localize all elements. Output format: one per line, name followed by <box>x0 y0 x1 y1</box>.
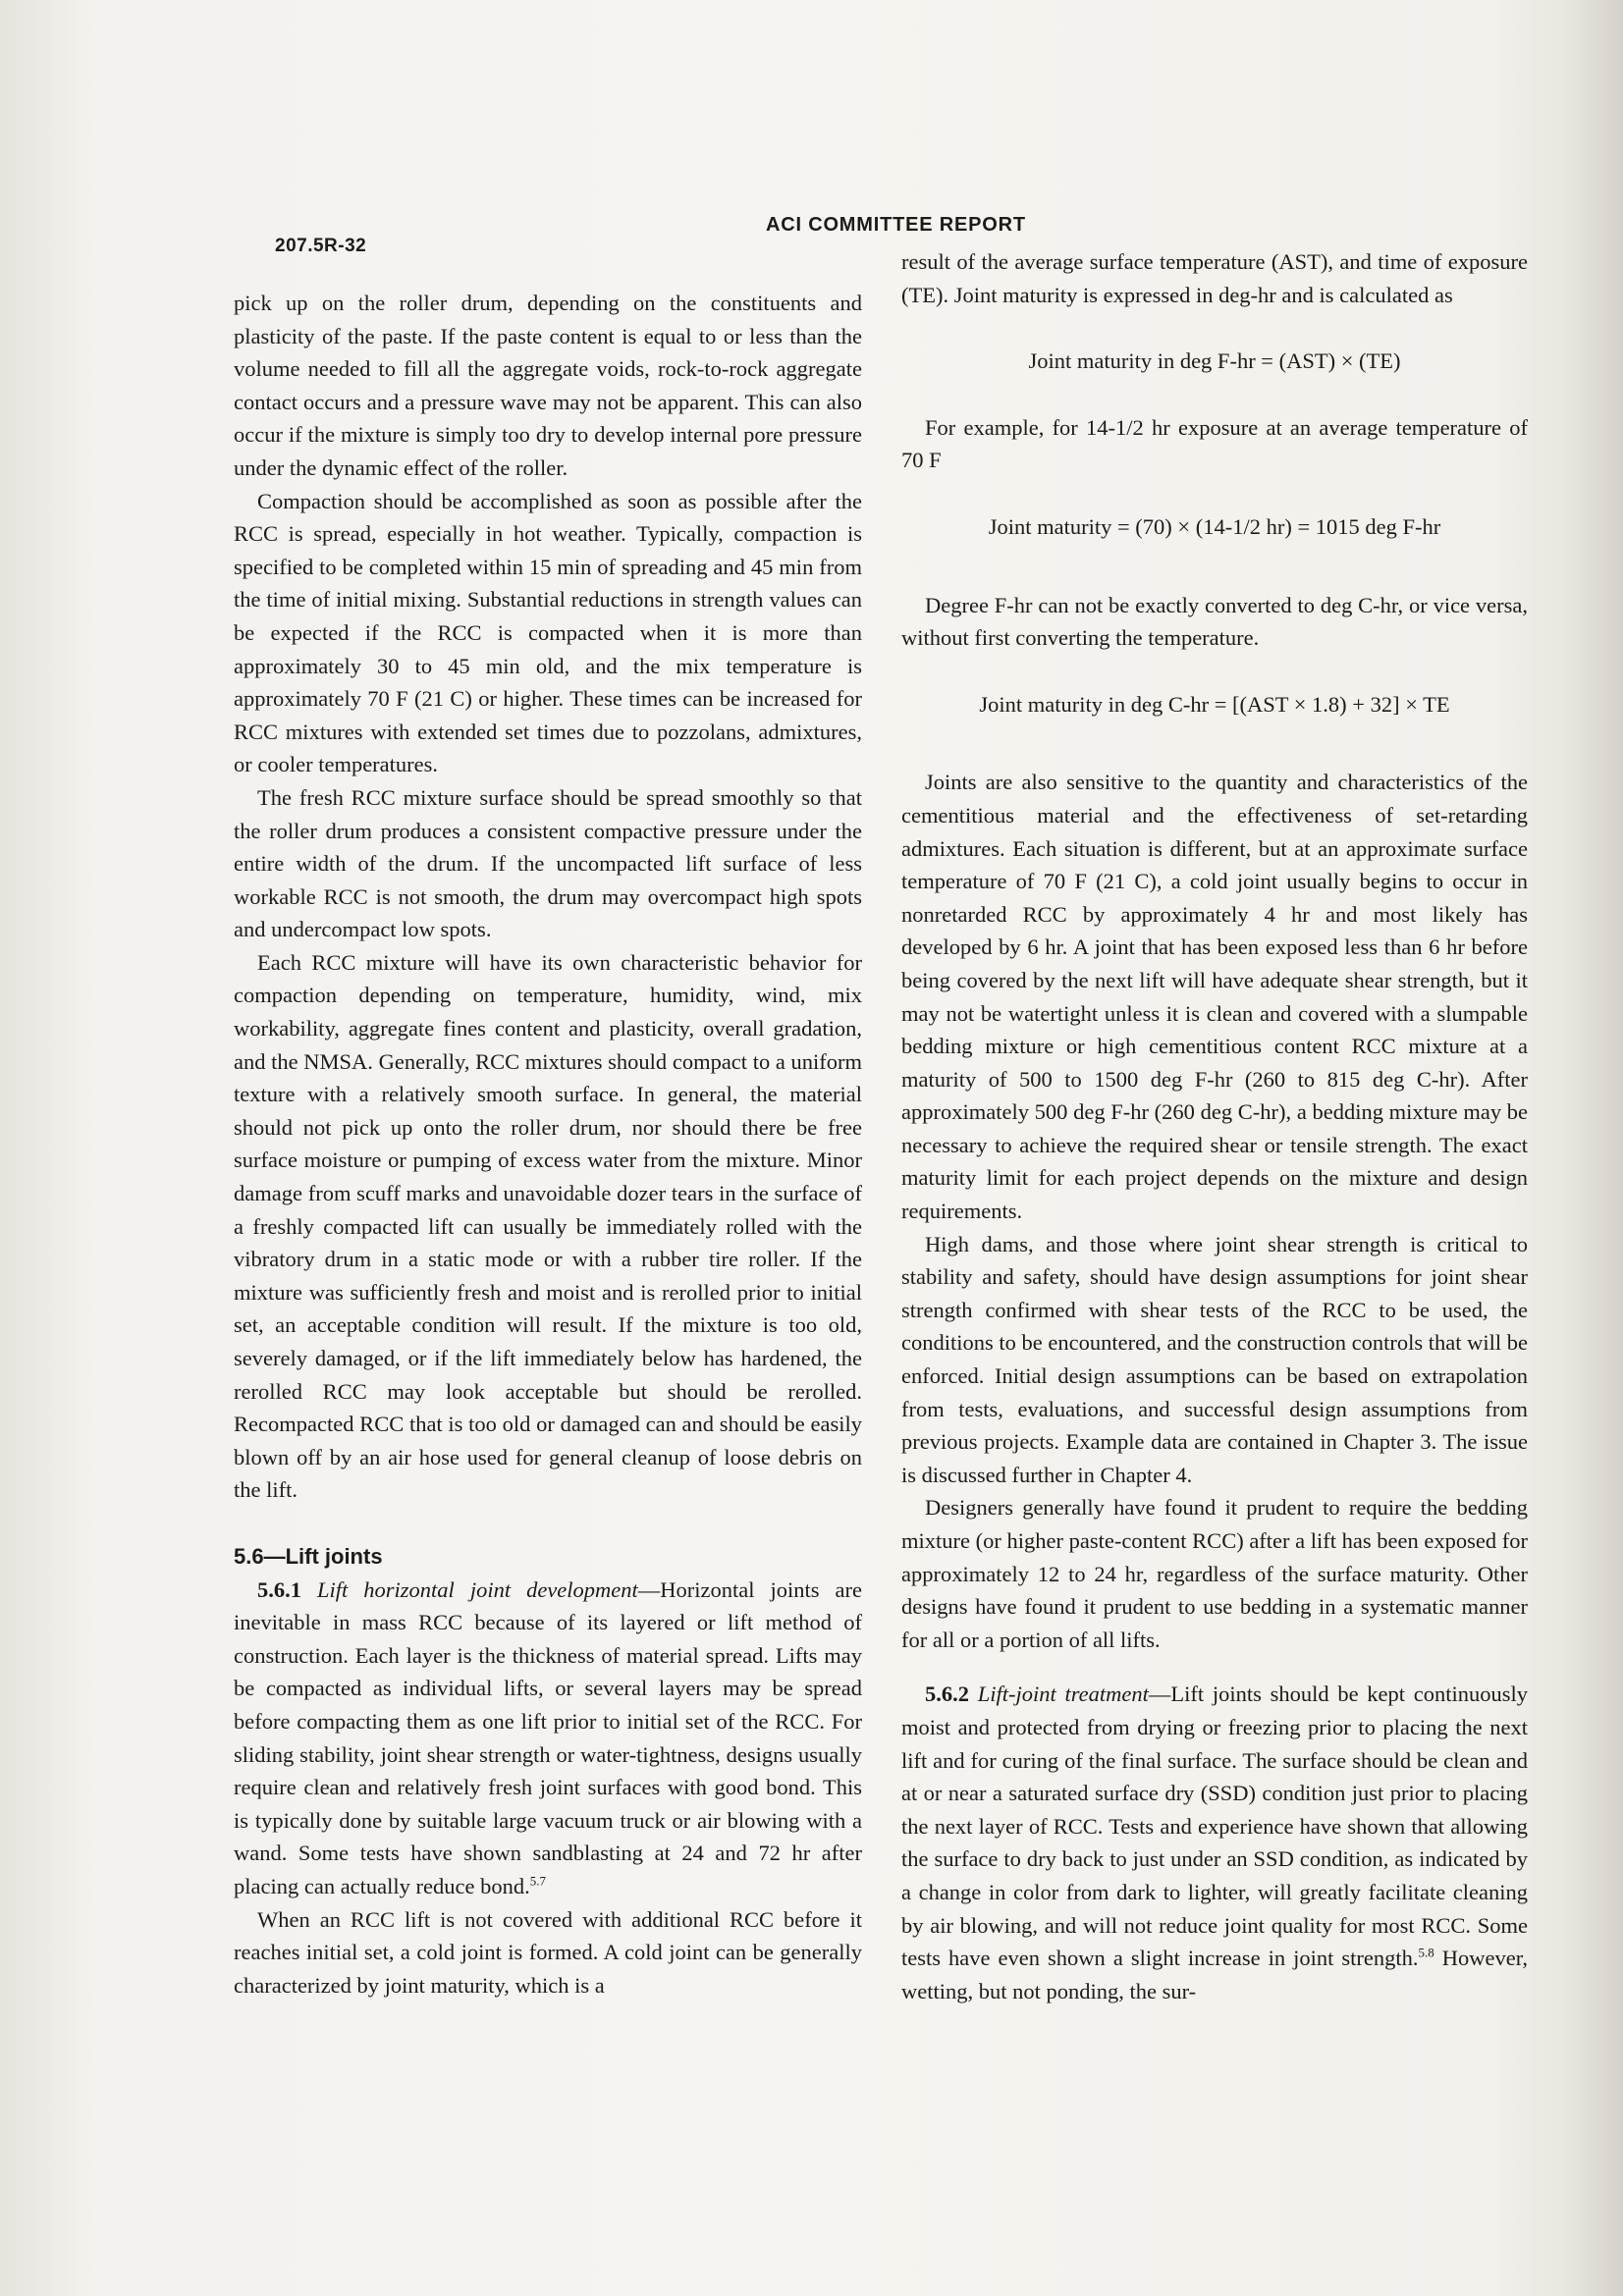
paragraph: Compaction should be accomplished as soon as possible after the RCC is spread, especially in hot weather. Typically, compaction is specified to be completed within 15 min of spreading and 45 min from the time of initial mixing. Substantial reductions in strength values can be expected if the RCC is compacted when it is more than approximately 30 to 45 min old, and the mix temperature is approximately 70 F (21 C) or higher. These times can be increased for RCC mixtures with extended set times due to pozzolans, admixtures, or cooler temperatures. <box>234 488 862 777</box>
subsection-text-tail: However, wetting, but not ponding, the sur- <box>901 1946 1528 2003</box>
formula-example: Joint maturity = (70) × (14-1/2 hr) = 1015 deg F-hr <box>988 513 1441 539</box>
subsection-number: 5.6.1 <box>257 1576 301 1602</box>
paragraph: When an RCC lift is not covered with additional RCC before it reaches initial set, a cold joint is formed. A cold joint can be generally characterized by joint maturity, which is a <box>234 1906 862 1998</box>
paragraph: High dams, and those where joint shear strength is critical to stability and safety, should have design assumptions for joint shear strength confirmed with shear tests of the RCC to be used, the conditions to be encountered, and the construction controls that will be enforced. Initial design assumptions can be based on extrapolation from tests, evaluations, and successful design assumptions from previous projects. Example data are contained in Chapter 3. The issue is discussed further in Chapter 4. <box>901 1231 1528 1487</box>
running-title: ACI COMMITTEE REPORT <box>766 214 1026 236</box>
subsection-561 <box>234 1574 862 1903</box>
subsection-title: Lift horizontal joint development <box>317 1576 638 1602</box>
subsection-text: —Horizontal joints are inevitable in mass RCC because of its layered or lift method of construction. Each layer is the thickness of material spread. Lifts may be compacted as individual lifts, or several layers may be spread before compacting them as one lift prior to initial set of the RCC. For sliding stability, joint shear strength or water-tightness, designs usually require clean and relatively fresh joint surfaces with good bond. This is typically done by suitable large vacuum truck or air blowing with a wand. Some tests have shown sandblasting at 24 and 72 hr after placing can actually reduce bond. <box>234 1576 862 1898</box>
subsection-number: 5.6.2 <box>925 1682 969 1707</box>
left-column <box>234 287 862 2002</box>
reference-marker: 5.8 <box>1418 1945 1434 1960</box>
subsection-title: Lift-joint treatment <box>977 1682 1149 1707</box>
formula-celsius: Joint maturity in deg C-hr = [(AST × 1.8) + 32] × TE <box>979 691 1450 717</box>
page-number: 207.5R-32 <box>275 236 367 256</box>
subsection-562 <box>901 1678 1528 2007</box>
right-column <box>901 245 1528 2007</box>
paragraph: Joints are also sensitive to the quantity and characteristics of the cementitious material and the effectiveness of set-retarding admixtures. Each situation is different, but at an approximate surface temperature of 70 F (21 C), a cold joint usually begins to occur in nonretarded RCC by approximately 4 hr and most likely has developed by 6 hr. A joint that has been exposed less than 6 hr before being covered by the next lift will have adequate shear strength, but it may not be watertight unless it is clean and covered with a slumpable bedding mixture or high cementitious content RCC mixture at a maturity of 500 to 1500 deg F-hr (260 to 815 deg C-hr). After approximately 500 deg F-hr (260 deg C-hr), a bedding mixture may be necessary to achieve the required shear or tensile strength. The exact maturity limit for each project depends on the mixture and design requirements. <box>901 770 1528 1224</box>
subsection-text: —Lift joints should be kept continuously moist and protected from drying or freezing prior to placing the next lift and for curing of the final surface. The surface should be clean and at or near a saturated surface dry (SSD) condition just prior to placing the next layer of RCC. Tests and experience have shown that allowing the surface to dry back to just under an SSD condition, as indicated by a change in color from dark to lighter, will greatly facilitate cleaning by air blowing, and will not reduce joint quality for most RCC. Some tests have even shown a slight increase in joint strength. <box>901 1682 1528 1971</box>
paragraph: pick up on the roller drum, depending on the constituents and plasticity of the paste. If the paste content is equal to or less than the volume needed to fill all the aggregate voids, rock-to-rock aggregate contact occurs and a pressure wave may not be apparent. This can also occur if the mixture is simply too dry to develop internal pore pressure under the dynamic effect of the roller. <box>234 291 862 480</box>
reference-marker: 5.7 <box>529 1873 546 1889</box>
paragraph: The fresh RCC mixture surface should be spread smoothly so that the roller drum produces a consistent compactive pressure under the entire width of the drum. If the uncompacted lift surface of less workable RCC is not smooth, the drum may overcompact high spots and undercompact low spots. <box>234 784 862 942</box>
formula-fahrenheit: Joint maturity in deg F-hr = (AST) × (TE) <box>1028 348 1401 374</box>
paragraph: Each RCC mixture will have its own characteristic behavior for compaction depending on temperature, humidity, wind, mix workability, aggregate fines content and plasticity, overall gradation, and the NMSA. Generally, RCC mixtures should compact to a uniform texture with a relatively smooth surface. In general, the material should not pick up onto the roller drum, nor should there be free surface moisture or pumping of excess water from the mixture. Minor damage from scuff marks and unavoidable dozer tears in the surface of a freshly compacted lift can usually be immediately rolled with the vibratory drum in a static mode or with a rubber tire roller. If the mixture was sufficiently fresh and moist and is rerolled prior to initial set, an acceptable condition will result. If the mixture is too old, severely damaged, or if the lift immediately below has hardened, the rerolled RCC may look acceptable but should be rerolled. Recompacted RCC that is too old or damaged can and should be easily blown off by an air hose used for general cleanup of loose debris on the lift. <box>234 949 862 1503</box>
paragraph: result of the average surface temperature (AST), and time of exposure (TE). Joint maturity is expressed in deg-hr and is calculated as <box>901 249 1528 307</box>
conversion-note: Degree F-hr can not be exactly converted to deg C-hr, or vice versa, without first converting the temperature. <box>901 592 1528 651</box>
page-edge-shadow <box>1564 0 1623 2296</box>
section-heading: 5.6—Lift joints <box>234 1543 383 1569</box>
example-text: For example, for 14-1/2 hr exposure at an average temperature of 70 F <box>901 414 1528 473</box>
paragraph: Designers generally have found it prudent to require the bedding mixture (or higher paste-content RCC) after a lift has been exposed for approximately 12 to 24 hr, regardless of the surface maturity. Other designs have found it prudent to use bedding in a systematic manner for all or a portion of all lifts. <box>901 1495 1528 1652</box>
